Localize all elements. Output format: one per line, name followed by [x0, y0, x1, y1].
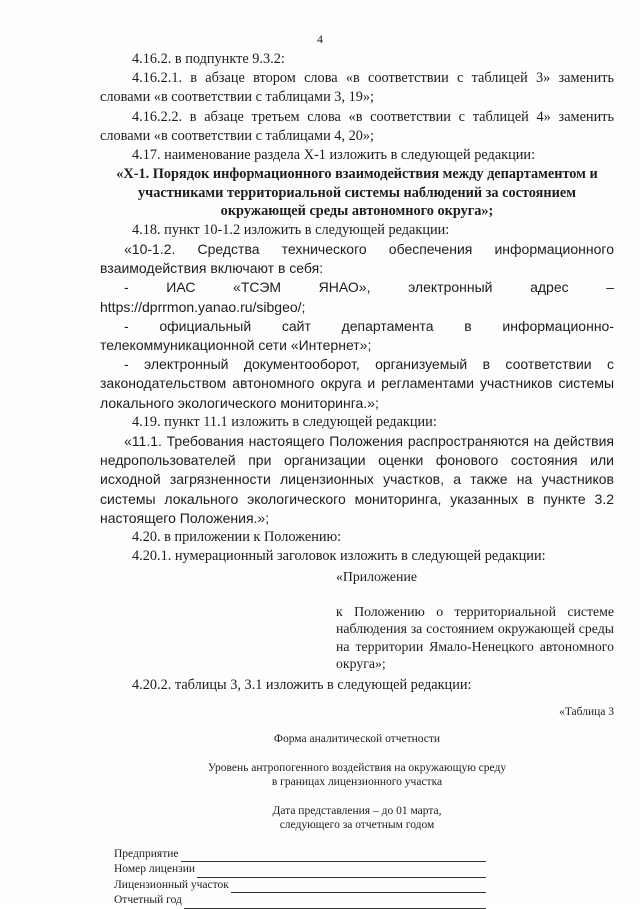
- form-field-label: Отчетный год: [114, 894, 182, 907]
- form-title: Форма аналитической отчетности: [273, 733, 441, 746]
- form-field-row: [114, 862, 486, 878]
- page-number: 4: [317, 32, 323, 46]
- form-field-row: [114, 847, 486, 863]
- form-date-1: Дата представления – до 01 марта,: [272, 804, 442, 817]
- form-field-label: Предприятие: [114, 847, 179, 860]
- form-field-label: Номер лицензии: [114, 863, 195, 876]
- paragraph-4-16-2-2: 4.16.2.2. в абзаце третьем слова «в соответствии с таблицей 4» заменить словами «в соответствии с таблицами 4, 20»;: [100, 108, 614, 144]
- form-date-2: следующего за отчетным годом: [279, 819, 435, 832]
- paragraph-10-1-2: «10-1.2. Средства технического обеспечения информационного взаимодействия включают в себя:: [100, 240, 614, 277]
- form-subtitle-2: в границах лицензионного участка: [271, 776, 443, 789]
- form-field-line: [181, 850, 487, 862]
- table-label: «Таблица 3: [559, 706, 614, 719]
- paragraph-4-17: 4.17. наименование раздела X-1 изложить в следующей редакции:: [132, 147, 536, 164]
- paragraph-edo: - электронный документооборот, организуемый в соответствии с законодательством автономного округа и регламентами участников системы локального экологического мониторинга.»;: [100, 356, 614, 411]
- paragraph-4-16-2-1: 4.16.2.1. в абзаце втором слова «в соответствии с таблицей 3» заменить словами «в соответствии с таблицами 3, 19»;: [100, 70, 614, 106]
- paragraph-4-18: 4.18. пункт 10-1.2 изложить в следующей редакции:: [132, 221, 450, 238]
- appendix-title: «Приложение: [336, 569, 417, 585]
- paragraph-4-20: 4.20. в приложении к Положению:: [132, 528, 342, 545]
- section-x1-heading: «X-1. Порядок информационного взаимодействия между департаментом и участниками территориальной системы наблюдений за состоянием окружающей среды автономного округа»;: [116, 166, 598, 220]
- form-fields: [100, 847, 614, 909]
- form-field-line: [231, 881, 486, 893]
- paragraph-4-19: 4.19. пункт 11.1 изложить в следующей редакции:: [132, 413, 437, 430]
- form-field-label: Лицензионный участок: [114, 878, 229, 891]
- form-field-line: [197, 866, 486, 878]
- paragraph-ias-tsem: - ИАС «ТСЭМ ЯНАО», электронный адрес – https://dprrmon.yanao.ru/sibgeo/;: [100, 279, 614, 315]
- appendix-text: к Положению о территориальной системе наблюдения за состоянием окружающей среды на территории Ямало-Ненецкого автономного округа»;: [336, 603, 614, 672]
- paragraph-11-1: «11.1. Требования настоящего Положения распространяются на действия недропользователей при организации оценки фонового состояния или исходной загрязненности лицензионных участков, а также на участников системы локального экологического мониторинга, указанных в пункте 3.2 настоящего Положения.»;: [100, 432, 614, 526]
- form-field-row: [114, 878, 486, 894]
- paragraph-official-site: - официальный сайт департамента в информационно-телекоммуникационной сети «Интернет»;: [100, 317, 614, 353]
- form-field-line: [184, 897, 486, 909]
- paragraph-4-20-2: 4.20.2. таблицы 3, 3.1 изложить в следующей редакции:: [132, 676, 472, 693]
- document-body: [100, 50, 614, 909]
- form-subtitle-1: Уровень антропогенного воздействия на окружающую среду: [207, 761, 507, 774]
- paragraph-4-16-2: 4.16.2. в подпункте 9.3.2:: [132, 51, 285, 67]
- form-field-row: [114, 893, 486, 909]
- paragraph-4-20-1: 4.20.1. нумерационный заголовок изложить в следующей редакции:: [132, 548, 546, 565]
